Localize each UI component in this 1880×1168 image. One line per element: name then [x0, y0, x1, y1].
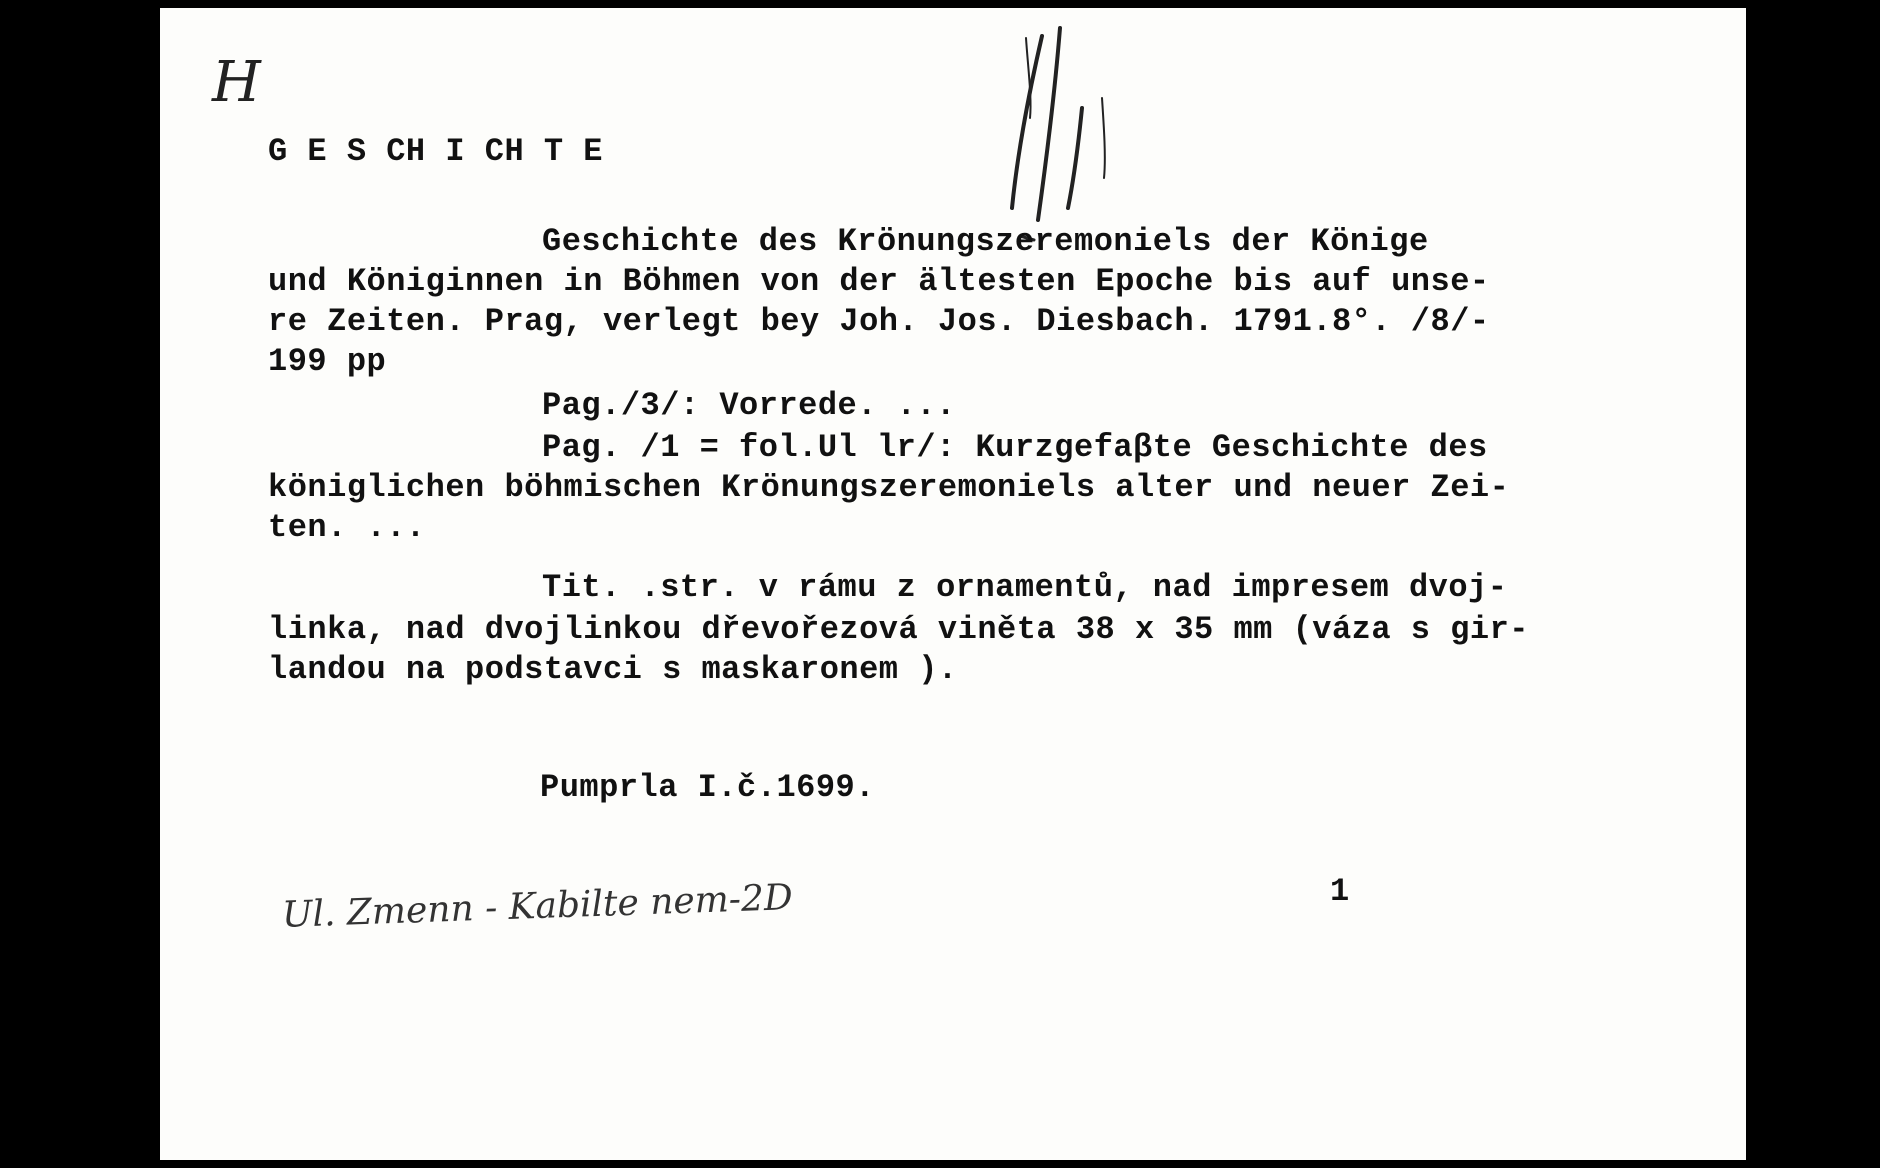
title-line-2: und Königinnen in Böhmen von der ältesten Epoche bis auf unse-: [268, 263, 1490, 300]
heading: G E S CH I CH T E: [268, 133, 603, 170]
catalog-card: [160, 8, 1746, 1160]
handwritten-note: Ul. Zmenn - Kabilte nem-2D: [281, 877, 794, 936]
title-line-4: 199 pp: [268, 343, 387, 380]
reference: Pumprla I.č.1699.: [540, 769, 875, 806]
pag-line-2: Pag. /1 = fol.Ul lr/: Kurzgefaβte Geschichte des: [542, 429, 1488, 466]
note-line-3: landou na podstavci s maskaronem ).: [268, 651, 958, 688]
card-number: 1: [1330, 873, 1350, 910]
corner-handwritten-mark: H: [212, 50, 261, 115]
pag-line-4: ten. ...: [268, 509, 426, 546]
note-line-1: Tit. .str. v rámu z ornamentů, nad impresem dvoj-: [542, 569, 1508, 606]
note-line-2: linka, nad dvojlinkou dřevořezová viněta 38 x 35 mm (váza s gir-: [268, 611, 1529, 648]
pag-line-3: königlichen böhmischen Krönungszeremoniels alter und neuer Zei-: [268, 469, 1510, 506]
pag-line-1: Pag./3/: Vorrede. ...: [542, 387, 956, 424]
title-line-1: Geschichte des Krönungszeremoniels der Könige: [542, 223, 1429, 260]
title-line-3: re Zeiten. Prag, verlegt bey Joh. Jos. Diesbach. 1791.8°. /8/-: [268, 303, 1490, 340]
